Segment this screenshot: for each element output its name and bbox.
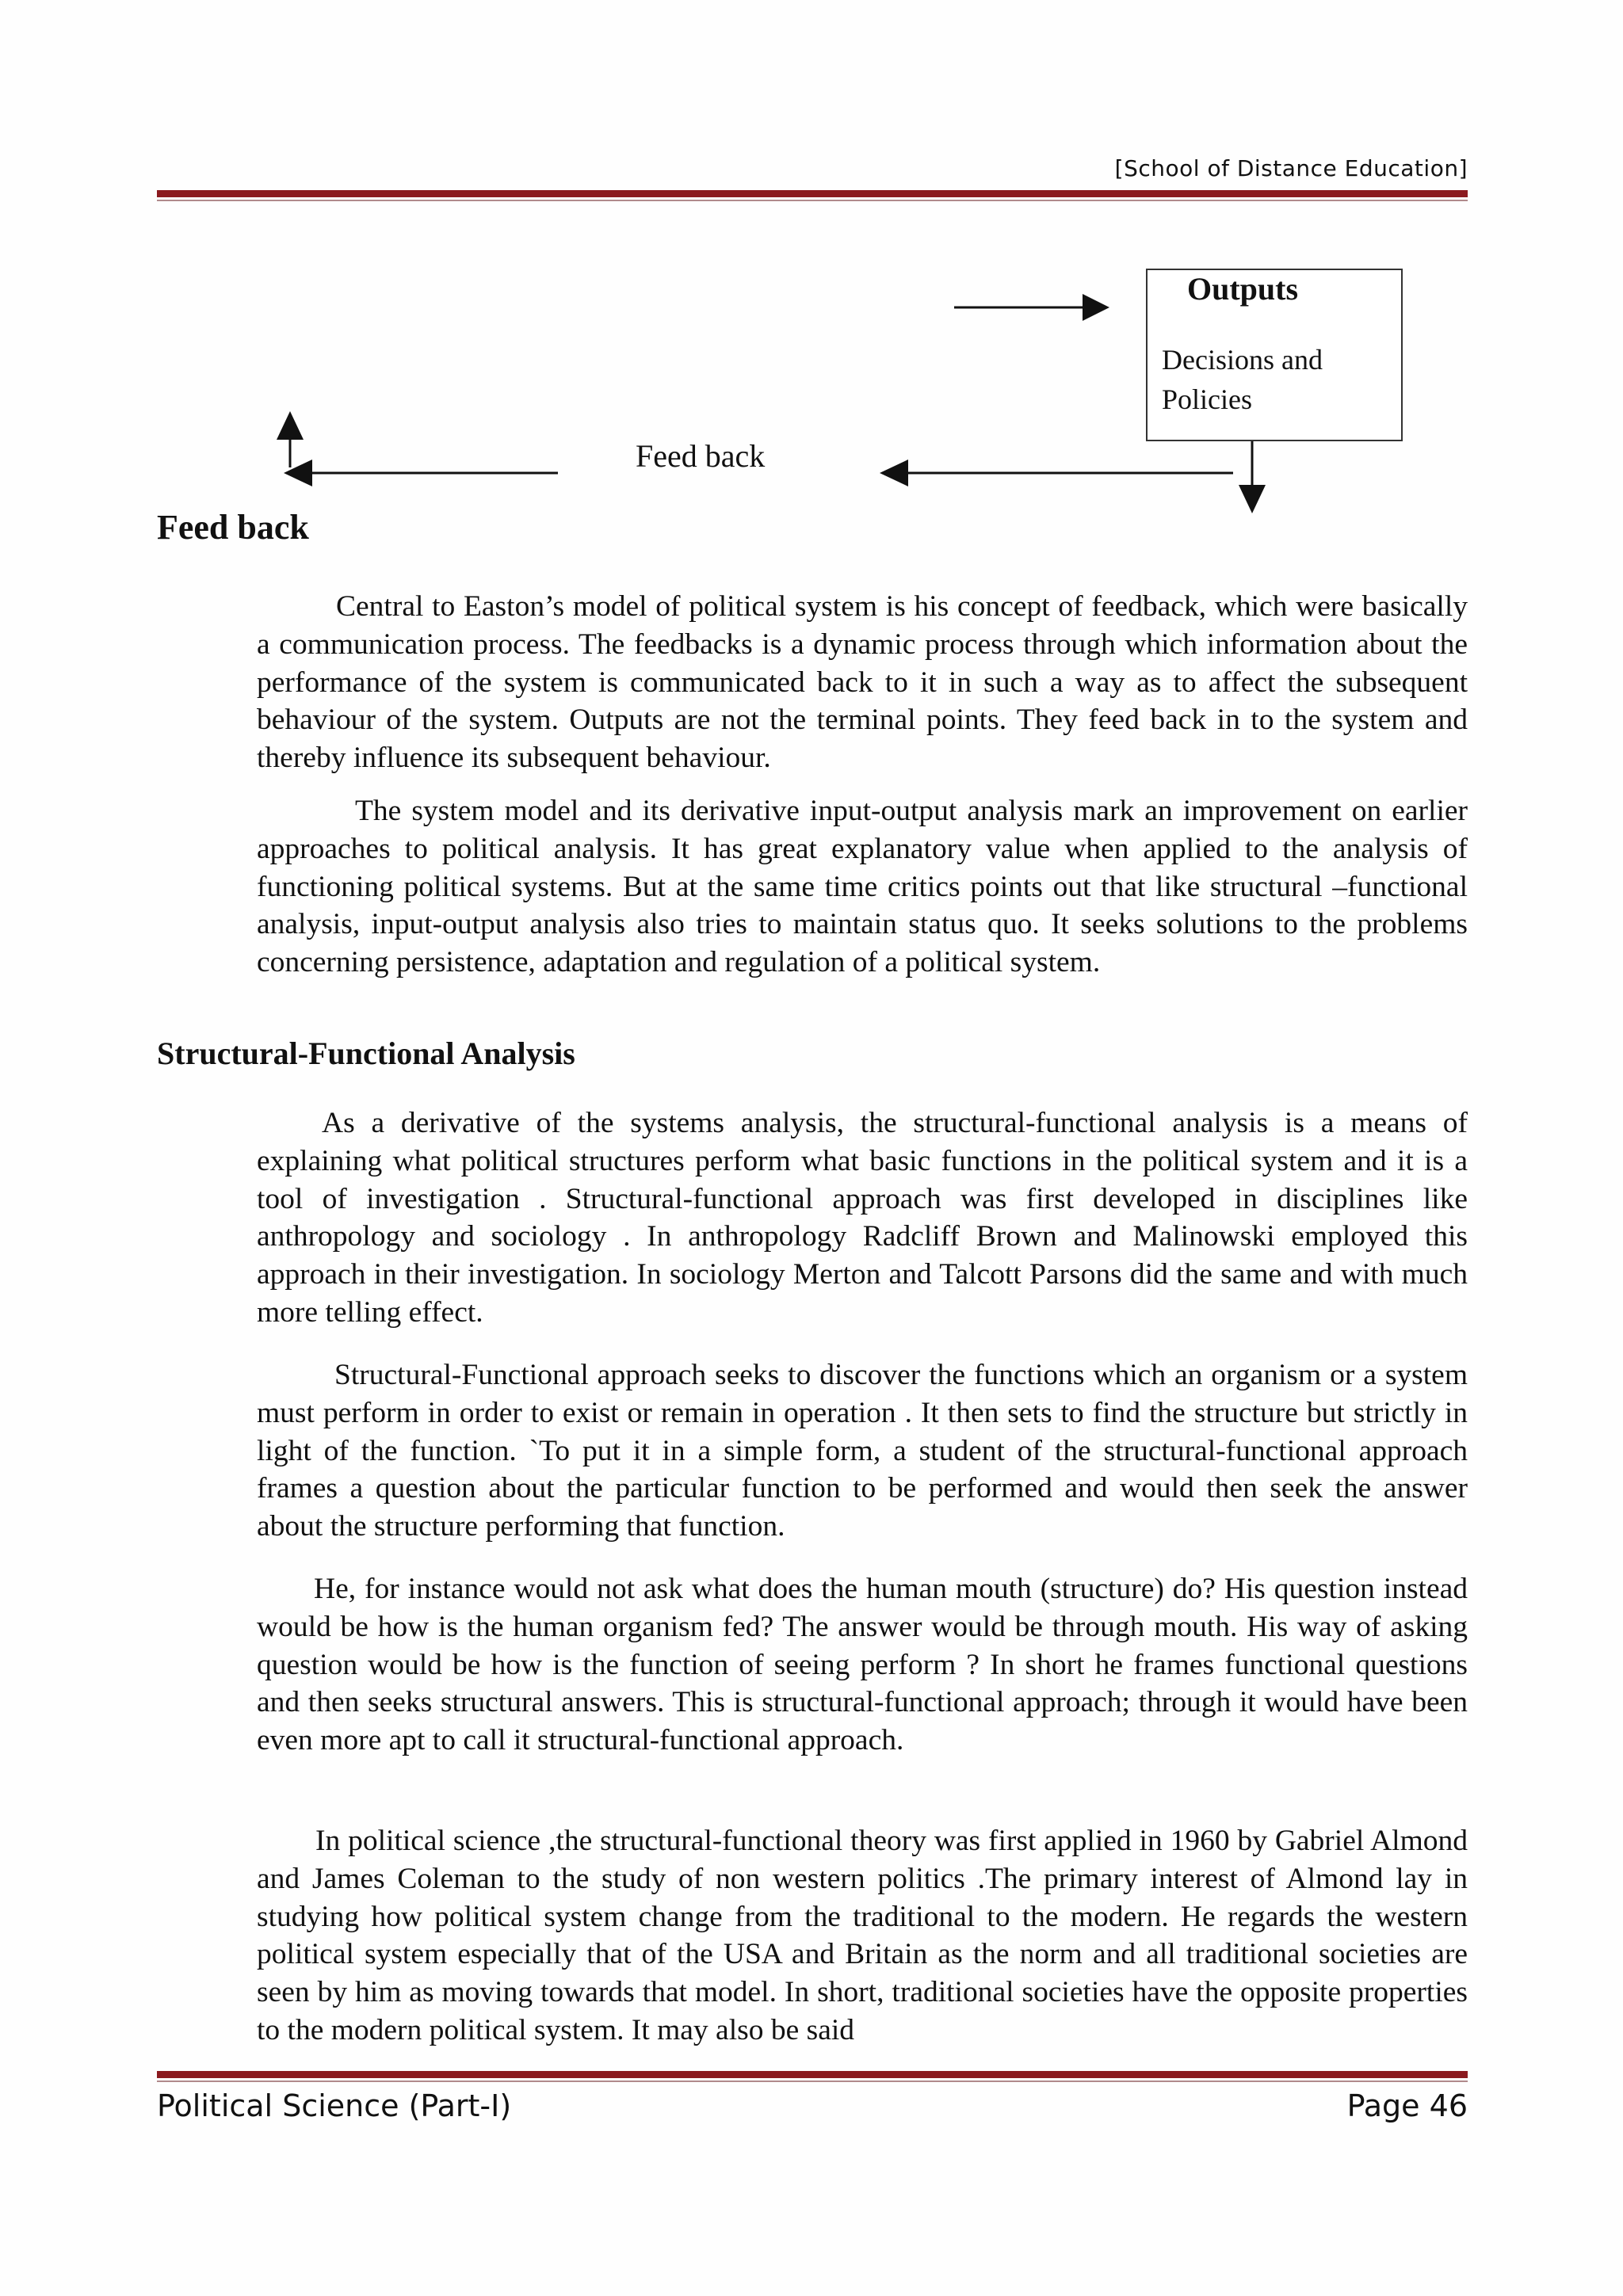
section-heading-feedback: Feed back [157,508,309,547]
section-heading-structural-functional: Structural-Functional Analysis [157,1035,575,1071]
system-diagram [0,0,1623,555]
header-title: [School of Distance Education] [1114,155,1468,181]
paragraph-sfa-1: As a derivative of the systems analysis, the structural-functional analysis is a means of explaining what political structures perform what basic functions in the political system and it is a tool of investigation . Structural-functional approach was first developed in disciplines like anthropology and sociology . In anthropology Radcliff Brown and Malinowski employed this approach in their investigation. In sociology Merton and Talcott Parsons did the same and with much more telling effect. [257,1107,1468,1329]
footer-page-number: Page 46 [1346,2088,1468,2123]
arrow-up-left [277,411,304,467]
paragraph-feedback-2: The system model and its derivative input-output analysis mark an improvement on earlier approaches to political analysis. It has great explanatory value when applied to the analysis of functioning political systems. But at the same time critics points out that like structural –functional analysis, input-output analysis also tries to maintain status quo. It seeks solutions to the problems concerning persistence, adaptation and regulation of a political system. [257,795,1468,979]
footer-course-title: Political Science (Part-I) [157,2088,512,2123]
arrow-down-from-outputs [1239,436,1266,513]
arrow-feedback-right [880,460,1233,486]
arrow-feedback-left [284,460,558,486]
paragraph-sfa-3: He, for instance would not ask what does the human mouth (structure) do? His question instead would be how is the human organism fed? The answer would be through mouth. His way of asking question would be how is the function of seeing perform ? In short he frames functional questions and then seeks structural answers. This is structural-functional approach; through it would have been even more apt to call it structural-functional approach. [257,1573,1468,1757]
outputs-description: Decisions and Policies [1162,344,1323,415]
diagram-feedback-label: Feed back [636,438,766,474]
outputs-box [1146,269,1403,441]
paragraph-sfa-4: In political science ,the structural-functional theory was first applied in 1960 by Gabriel Almond and James Coleman to the study of non western politics .The primary interest of Almond lay in studying how political system change from the traditional to the modern. He regards the western political system especially that of the USA and Britain as the norm and all traditional societies are seen by him as moving towards that model. In short, traditional societies have the opposite properties to the modern political system. It may also be said [257,1825,1468,2046]
footer-rule [157,2071,1468,2078]
paragraph-sfa-2: Structural-Functional approach seeks to discover the functions which an organism or a system must perform in order to exist or remain in operation . It then sets to find the structure but strictly in light of the function. `To put it in a simple form, a student of the structural-functional approach frames a question about the particular function to be performed and would then seek the answer about the structure performing that function. [257,1359,1468,1543]
outputs-title: Outputs [1187,271,1299,307]
paragraph-feedback-1: Central to Easton’s model of political system is his concept of feedback, which were basically a communication process. The feedbacks is a dynamic process through which information about the performance of the system is communicated back to it in such a way as to affect the subsequent behaviour of the system. Outputs are not the terminal points. They feed back in to the system and thereby influence its subsequent behaviour. [257,590,1468,775]
footer-rule-thin [157,2081,1468,2082]
arrow-to-outputs [954,294,1109,321]
